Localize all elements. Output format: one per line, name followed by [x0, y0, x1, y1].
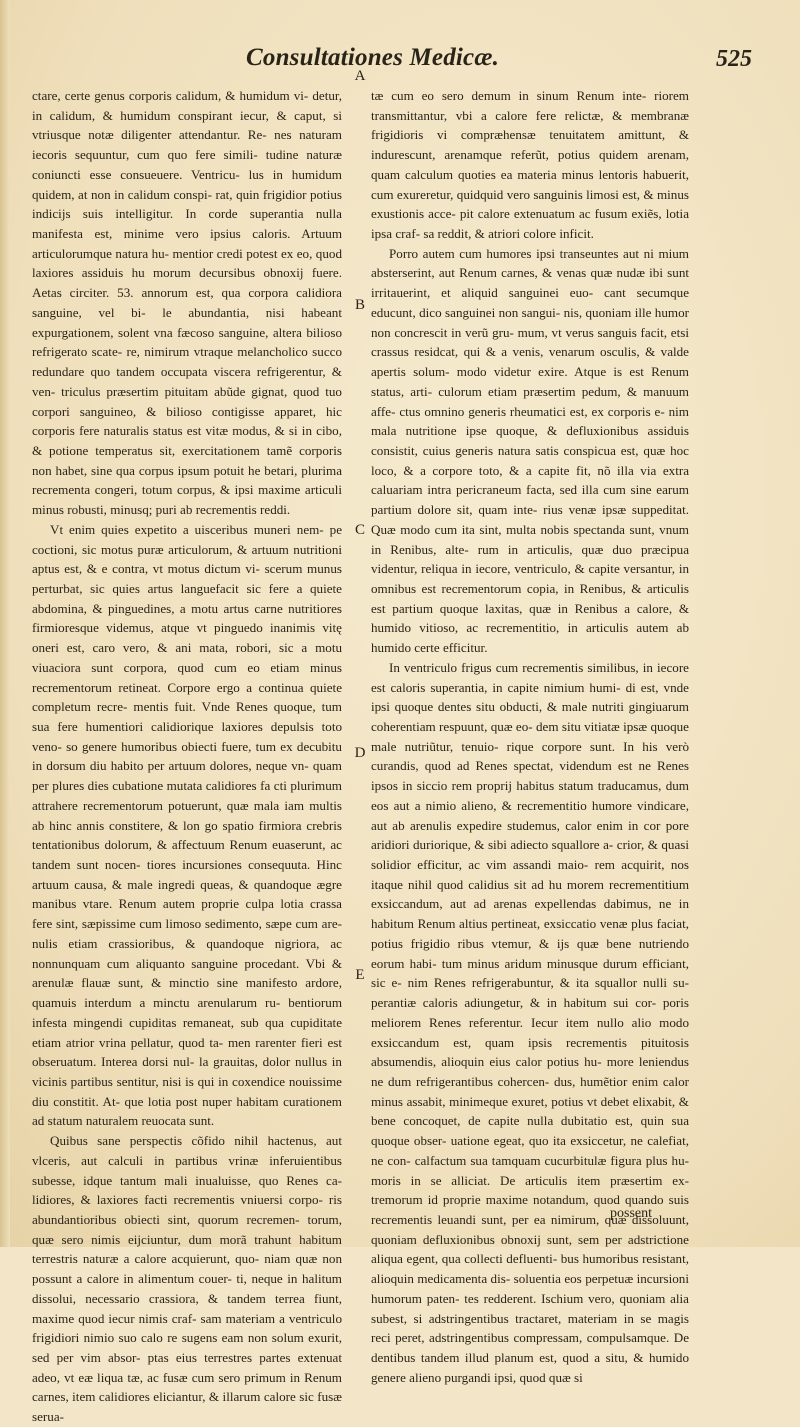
text-line: tes redderent. Ischium vero, quoniam alia subest, si: [371, 1290, 689, 1326]
text-line: re, nimirum vtraque melancholico succo redundare: [32, 344, 342, 380]
text-line: mentis fuit. Vnde Renes quoque, tum sua fere: [32, 699, 342, 734]
text-line: dem situ vitiatæ ipsæ quoque male nutriũtur, tenuio-: [371, 719, 689, 754]
text-line: betari, plurima recrementa congeri, totum corpus, &: [32, 462, 342, 498]
page-number: 525: [716, 46, 752, 72]
text-line: vtare. Renum autem proprie culpa lotia crassa fere: [32, 896, 342, 932]
text-line: amittunt, & indurescunt, arenamque referũt, potius: [371, 127, 690, 163]
text-line: exuret, potius vt debet elixabit, & bene concoquet,: [371, 1093, 689, 1129]
text-line: artus carne nutritiores firmioresque videmus, atque: [32, 600, 343, 636]
text-line: & a venis, venarum osculis, & valde apertis solum-: [371, 344, 689, 380]
page-header: [0, 40, 800, 82]
catchword: possent: [610, 1206, 652, 1221]
text-line: rat, quin frigidior potius indicijs suis intelligitur. In: [32, 186, 342, 222]
text-line: sam materiam a ventriculo frigidiori nimio suo calo: [32, 1310, 342, 1346]
text-line: ctus omnino generis rheumatici est, ex corporis e-: [399, 403, 665, 419]
text-line: de capite nulla dubitatio est, quin sua quoque obser-: [371, 1113, 690, 1149]
text-line: mium absterserint, aut Renum carnes, & venas quæ: [371, 245, 689, 281]
text-line: re sugens eam non solum exurit, sed per vim absor-: [32, 1330, 342, 1365]
text-line: qua cupiditate etiam atrior vrina pellatur, quod ta-: [32, 1014, 343, 1050]
text-line: corde superantia nulla manifesta est, minime vero: [32, 206, 342, 242]
text-line: riorem transmittantur, vbi a calore fere relictæ, &: [371, 88, 689, 123]
text-line: multa nobis spectanda sunt, vnum in Renibus, alte-: [371, 521, 689, 557]
text-line: in iecore, ventriculo, & capite versantur, in omnibus: [371, 561, 690, 596]
right-column: [371, 86, 689, 1387]
text-line: ptas eius terrestres partes extenuat adeo, vt eæ liqua: [32, 1350, 342, 1385]
text-line: pore aridiori duriorique, & sibi adiecto squallore a-: [371, 817, 689, 853]
text-line: men rarenter fieri est obseruatum. Interea dorsi nul-: [32, 1034, 342, 1070]
text-line: humido vitioso, ac recrementitio, in articulis autem: [371, 620, 669, 636]
text-line: De dentibus tandem illud planum est, quod a situ, &: [371, 1330, 690, 1365]
text-line: scerum munus perturbat, sic quies artus languefacit: [32, 561, 342, 596]
text-line: Vbi & arenulæ flauæ sunt, & minctio sine manifesto: [32, 955, 343, 991]
text-line: nutritioni aptus est, & e contra, vt motus dictum vi-: [32, 541, 343, 577]
text-line: corporis fere naturalis status est vitæ modus, & si in: [32, 423, 312, 439]
text-line: bus humoribus resistant, alioquin medicamenta dis-: [371, 1251, 689, 1287]
text-line: Quibus sane perspectis cõfido nihil hactenus, aut: [50, 1133, 342, 1149]
text-line: est, quæ hoc loco, & a corpore toto, & a capite fit, nõ: [371, 442, 689, 478]
text-line: ctare, certe genus corporis calidum, & humidum vi-: [32, 88, 309, 103]
paragraph: [32, 86, 342, 520]
text-line: sint, sæpissime cum limoso sedimento, sæpe cum are-: [56, 916, 342, 932]
text-line: adstringentibus tractaret, materiam in se magis reci: [371, 1310, 689, 1346]
text-line: ipsius caloris. Artuum articulorumque natura hu-: [32, 226, 343, 261]
text-line: annorum est, qua corpora calidiora sanguine, vel bi-: [32, 285, 342, 320]
text-line: morum decursibus obnoxij fuere. Aetas circiter. 53.: [32, 265, 342, 301]
text-line: niam quæ non possunt a calore in alimentum couer-: [32, 1251, 342, 1287]
text-line: perantiæ caloris adiungetur, & in habitum sui cor-: [371, 995, 657, 1011]
running-title: Consultationes Medicæ.: [246, 44, 500, 71]
text-line: torum, quæ sero nimis eijciuntur, dum morã trahunt: [32, 1211, 342, 1247]
text-line: ardore, quamuis interdum a minctu arenularum ru-: [32, 975, 342, 1011]
text-line: ipsi maxime articuli minus robusti, minusq; puri ab: [32, 482, 343, 518]
text-line: rem proprij habitus statum traducamus, dum eos aut: [371, 778, 689, 813]
section-marker-d: D: [354, 745, 366, 761]
text-line: peret, adstringentibus compressam, compulsamque.: [395, 1330, 670, 1346]
text-line: tremorum id proprie maxime notandum, quod quando: [371, 1192, 664, 1208]
text-line: ris abundantioribus obiecti sint, quorum recremen-: [32, 1192, 342, 1227]
text-line: nim Renes refrigerabuntur, & ita squallor nulli su-: [407, 975, 689, 991]
text-line: cibo, & potione temperatus sit, exercitationem tamẽ: [32, 423, 342, 458]
text-line: per adstrictione aliqua egent, qua collecti defluenti-: [371, 1231, 689, 1267]
text-line: quidem arenam, quam calculum quoties ea materia: [371, 147, 689, 182]
left-column: [32, 86, 342, 1427]
text-line: ab humido certe efficitur.: [371, 620, 690, 656]
text-line: membranæ frigidioris vi compræhensæ tenuitatem: [371, 107, 689, 143]
text-line: poris meliorem Renes referentur. Iecur item nullo: [371, 995, 689, 1030]
text-line: nudæ ibi sunt irritauerint, et aliquid sanguinei euo-: [371, 265, 690, 301]
text-line: & male ingredi queas, & quandoque ægre manibus: [32, 876, 342, 912]
text-line: rius venæ ipsæ suppeditat. Quæ modo cum ita sint,: [371, 502, 689, 537]
text-line: est recrementorum copia, in Renibus, & articulis est: [371, 580, 689, 616]
text-line: lus in humidum quidem, at non in calidum conspi-: [32, 166, 342, 202]
text-line: Porro autem cum humores ipsi transeuntes aut ni: [389, 245, 654, 261]
text-line: pertineat, exsiccatio venæ plus faciat, potius frigidio: [371, 916, 689, 951]
text-line: illa via extra caluariam intra pericraneum facta, sed: [371, 462, 690, 498]
section-marker-e: E: [355, 967, 365, 983]
text-line: minus lentoris habuerit, cum exureretur, quidquid: [371, 166, 689, 202]
text-line: dus, humẽtior enim calor minus assabit, minimeque: [371, 1073, 690, 1109]
text-line: pit calore extenuatum ac fusum exiẽs, lotia ipsa craf-: [371, 206, 690, 242]
text-line: nis, quoniam ille humor non concrescit in verũ gru-: [371, 304, 689, 340]
text-line: que lotia post nuper habitam curationem ad statum: [32, 1093, 342, 1129]
text-line: tum minus aridum minusque durum efficiant, sic e-: [371, 955, 689, 991]
text-line: suis recrementis leuandi sunt, per ea nimirum, quæ: [371, 1192, 689, 1227]
text-line: vero sanguinis limosi est, & minus exustionis acce-: [371, 186, 689, 222]
text-line: humentiori calidiorique laxiores depulsis toto veno-: [32, 719, 343, 754]
text-line: culorum etiam præsertim pedum, & manuum affe-: [371, 383, 689, 419]
text-line: di est, vnde ipsi quoque dentes situ obducti, & male: [371, 679, 689, 715]
text-line: detur, in calidum, & humidum conspirant iecur, &: [32, 88, 342, 123]
text-line: naturalem reuocata sunt.: [85, 1113, 215, 1129]
text-line: humido genere alieno purgandi ipsi, quod quæ si: [371, 1350, 689, 1385]
text-line: quam per plures dies cubatione mutata calidiores fa: [32, 758, 342, 794]
text-line: partium quoque laxitas, quæ in Renibus a calore, &: [392, 600, 689, 616]
text-line: so genere humoribus obiecti fuere, tum ex decubitu: [66, 738, 342, 754]
text-line: soluentia eos perpetuæ incursioni humorum paten-: [371, 1271, 689, 1306]
text-line: vt pinguedo inanimis vitę oneri est, caro vero, & ani: [32, 620, 342, 656]
text-line: tiores incursiones consequuta. Hinc artuum causa,: [32, 857, 342, 892]
text-line: calfactum sua tamquam cucurbitulæ figura plus hu-: [414, 1152, 689, 1168]
text-line: tæ, ac fusæ cum sero primum in Renum carnes, item: [32, 1369, 342, 1405]
text-line: quæ mala iam multis ab hinc annis constitere, & lon: [32, 797, 342, 833]
text-line: expellendas dabimus, ne in habitum Renum altius: [371, 896, 689, 932]
text-line: rem acquirit, nos itaque nihil quod calidius sit ad hu: [371, 857, 690, 892]
text-line: calidiores eliciantur, & illarum calore sic fusæ serua-: [32, 1389, 343, 1425]
text-line: dissoluunt, quoniam defluxionibus obnoxij sunt, sem: [371, 1211, 689, 1247]
text-line: aut ab arenulis expedire studemus, calor enim in cor: [371, 817, 661, 833]
text-line: sa reddit, & atriori colore inficit.: [423, 226, 594, 242]
text-line: rique corpore sunt. In his verò curandis, quod ad: [371, 738, 689, 774]
text-line: more leniendus ne dum refrigerantibus cohercen-: [371, 1054, 690, 1089]
text-line: cant secumque educunt, dico sanguinei non sangui-: [371, 285, 689, 320]
paragraph: [371, 244, 689, 658]
text-line: alio modo exsiccandum est, quam ipsis recrementis: [371, 1014, 690, 1050]
text-line: caput, si vtriusque notæ diligenter attendantur. Re-: [32, 107, 342, 143]
text-line: Renes spectat, videndum est ne Renes ipsos in siccio: [371, 758, 689, 794]
text-line: mum, vt verus sanguis facit, etsi crassus residcat, qui: [371, 324, 689, 360]
text-line: triculus præsertim pituitam abũde gignat, quod tuo: [61, 383, 342, 399]
text-line: ti, neque in halitum dissolui, necessario crassiora, &: [32, 1271, 342, 1306]
text-line: cti plurimum attrahere recrementorum potuerunt,: [32, 778, 342, 813]
text-line: rum in articulis, quæ duo præcipua videntur, reliqua: [371, 541, 690, 577]
text-line: quo tandem occupata viscera refrigerentur, & ven-: [32, 364, 342, 399]
text-line: iecore est caloris superantia, in capite nimium humi-: [371, 659, 689, 695]
text-line: nes naturam iecoris sequuntur, cum quo fere simili-: [32, 127, 342, 163]
text-line: go spatio firmiora crebris tentationibus dolorum, &: [32, 817, 343, 853]
text-line: mentior credi potest ex eo, quod laxiores assiduis hu: [32, 245, 342, 281]
text-line: assiduis consistit, cuius generis natura satis conspicua: [371, 423, 689, 458]
text-line: modo videtur exire. Atque is est Renum status, arti-: [371, 364, 689, 399]
paragraph: [371, 658, 689, 1388]
text-line: le abundantia, nisi habeant expurgationem, solent: [32, 304, 342, 340]
text-line: nutriti gingiuarum coherentiam respuunt, quæ eo-: [371, 699, 689, 734]
text-line: habitum terrestris naturæ a calore acquierunt, quo-: [32, 1231, 342, 1267]
text-line: tudine naturæ coniuncti esse consueuere. Ventricu-: [32, 147, 342, 182]
text-line: In ventriculo frigus cum recrementis similibus, in: [389, 659, 653, 675]
text-line: morem recrementitium exsiccandum, aut ad arenas: [371, 876, 689, 912]
text-line: vlceris, aut calculi in partibus vrinæ inferuientibus: [32, 1152, 342, 1168]
text-line: pe coctioni, sic motus puræ articulorum, & artuum: [32, 521, 342, 557]
text-line: subesse, idque tantum mali inualuisse, quo Renes ca-: [32, 1172, 342, 1188]
text-line: tæ cum eo sero demum in sinum Renum inte-: [371, 88, 647, 103]
text-line: vna fæcoso sanguine, altera bilioso refrigerato scate-: [32, 324, 343, 360]
section-marker-c: C: [354, 522, 365, 538]
text-line: crior, & quasi solidior efficitur, ac vim assandi maio-: [371, 837, 690, 873]
text-line: nonnunquam cum aliquanto sanguine procedant.: [32, 955, 300, 971]
text-line: nisi is qui in coxendice nouissime diu constitit. At-: [32, 1073, 342, 1109]
text-line: quod cum eo etiam minus recrementorum retineat.: [32, 659, 343, 695]
text-line: tandem terrea fiunt, maxime quod iecur nimis craf-: [32, 1290, 342, 1326]
text-line: corpori sanguineo, & bilioso contigisse apparet, hic: [32, 403, 342, 419]
text-line: Corpore ergo a continua quiete completum recre-: [32, 679, 343, 715]
text-line: nulis etiam crassioribus, & quandoque nigriora, ac: [32, 935, 342, 951]
text-line: Vt enim quies expetito a uisceribus muneri nem-: [50, 521, 324, 537]
text-line: bentiorum infesta mingendi cupiditas remaneat, sub: [32, 995, 343, 1030]
text-line: a nimio alieno, & recrementitio humore vindicare,: [414, 797, 689, 813]
text-line: la grauitas, dolor nullus in vicinis partibus sentitur,: [32, 1054, 342, 1089]
section-marker-a: A: [354, 68, 366, 84]
text-line: moris in se alliciat. De articulis item præsertim ex-: [371, 1172, 689, 1188]
text-line: sic fere a quiete abdomina, & pinguedines, a motu: [32, 580, 342, 616]
text-line: lidiores, & laxiores facti recrementis vniuersi corpo-: [32, 1192, 323, 1208]
text-line: pituitosis absumendis, alioquin eius calor potius hu-: [371, 1034, 689, 1070]
paragraph: [32, 1131, 342, 1427]
paragraph: [32, 520, 342, 1131]
text-line: ribus vtemur, & ijs quæ bene nutriendo eorum habi-: [371, 935, 690, 971]
paragraph: [371, 86, 689, 244]
text-line: recrementis reddi.: [195, 502, 291, 518]
text-line: mata, robori, sic a motu viuaciora sunt corpora,: [32, 640, 342, 675]
text-line: corporis non habet, sine qua corpus ipsum potuit he: [32, 442, 342, 478]
text-line: illa cum sine earum partium dolore sit, quam inte-: [371, 482, 689, 518]
text-line: affectuum Renum euaserunt, ac tandem sunt nocen-: [32, 837, 342, 873]
text-line: in dorsum diu habito per artuum dolores, neque vn-: [32, 758, 309, 774]
section-marker-b: B: [354, 297, 365, 313]
text-line: uatione egeat, quo ita exsiccetur, ne calefiat, ne con-: [371, 1133, 690, 1168]
text-line: nim mala nutritione ipse quoque, & defluxionibus: [371, 403, 689, 439]
